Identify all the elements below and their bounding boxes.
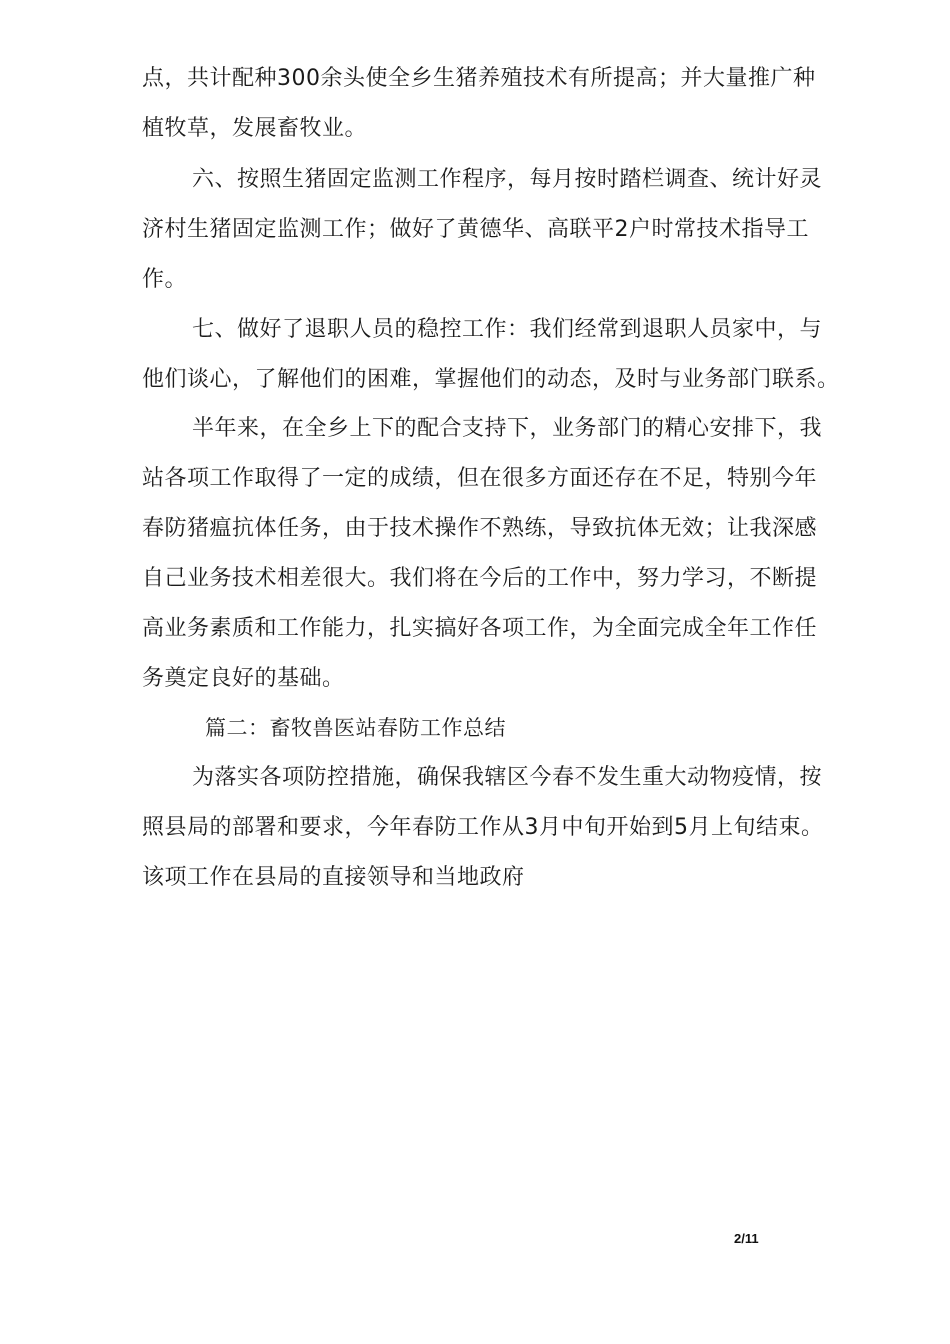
text-line: 该项工作在县局的直接领导和当地政府 [142, 865, 525, 890]
text-line: 他们谈心，了解他们的困难，掌握他们的动态，及时与业务部门联系。 [142, 367, 840, 392]
summary-paragraph-line: 半年来，在全乡上下的配合支持下，业务部门的精心安排下，我 [192, 416, 823, 441]
paragraph-seven-line: 七、做好了退职人员的稳控工作：我们经常到退职人员家中，与 [192, 317, 823, 342]
text-line: 站各项工作取得了一定的成绩，但在很多方面还存在不足，特别今年 [142, 466, 818, 491]
paragraph-six-line: 六、按照生猪固定监测工作程序，每月按时踏栏调查、统计好灵 [192, 167, 823, 192]
text-line: 作。 [142, 267, 188, 292]
text-line: 自己业务技术相差很大。我们将在今后的工作中，努力学习，不断提 [142, 566, 818, 591]
text-line: 照县局的部署和要求，今年春防工作从3月中旬开始到5月上旬结束。 [142, 815, 824, 840]
section-heading: 篇二：畜牧兽医站春防工作总结 [205, 716, 506, 740]
text-line: 务奠定良好的基础。 [142, 666, 345, 691]
text-line: 春防猪瘟抗体任务，由于技术操作不熟练，导致抗体无效；让我深感 [142, 516, 818, 541]
text-line: 高业务素质和工作能力，扎实搞好各项工作，为全面完成全年工作任 [142, 616, 818, 641]
text-line: 点，共计配种300余头使全乡生猪养殖技术有所提高；并大量推广种 [142, 66, 816, 91]
text-line: 植牧草，发展畜牧业。 [142, 116, 368, 141]
section-paragraph-line: 为落实各项防控措施，确保我辖区今春不发生重大动物疫情，按 [192, 765, 823, 790]
page-number: 2/11 [734, 1231, 759, 1246]
text-line: 济村生猪固定监测工作；做好了黄德华、高联平2户时常技术指导工 [142, 217, 809, 242]
